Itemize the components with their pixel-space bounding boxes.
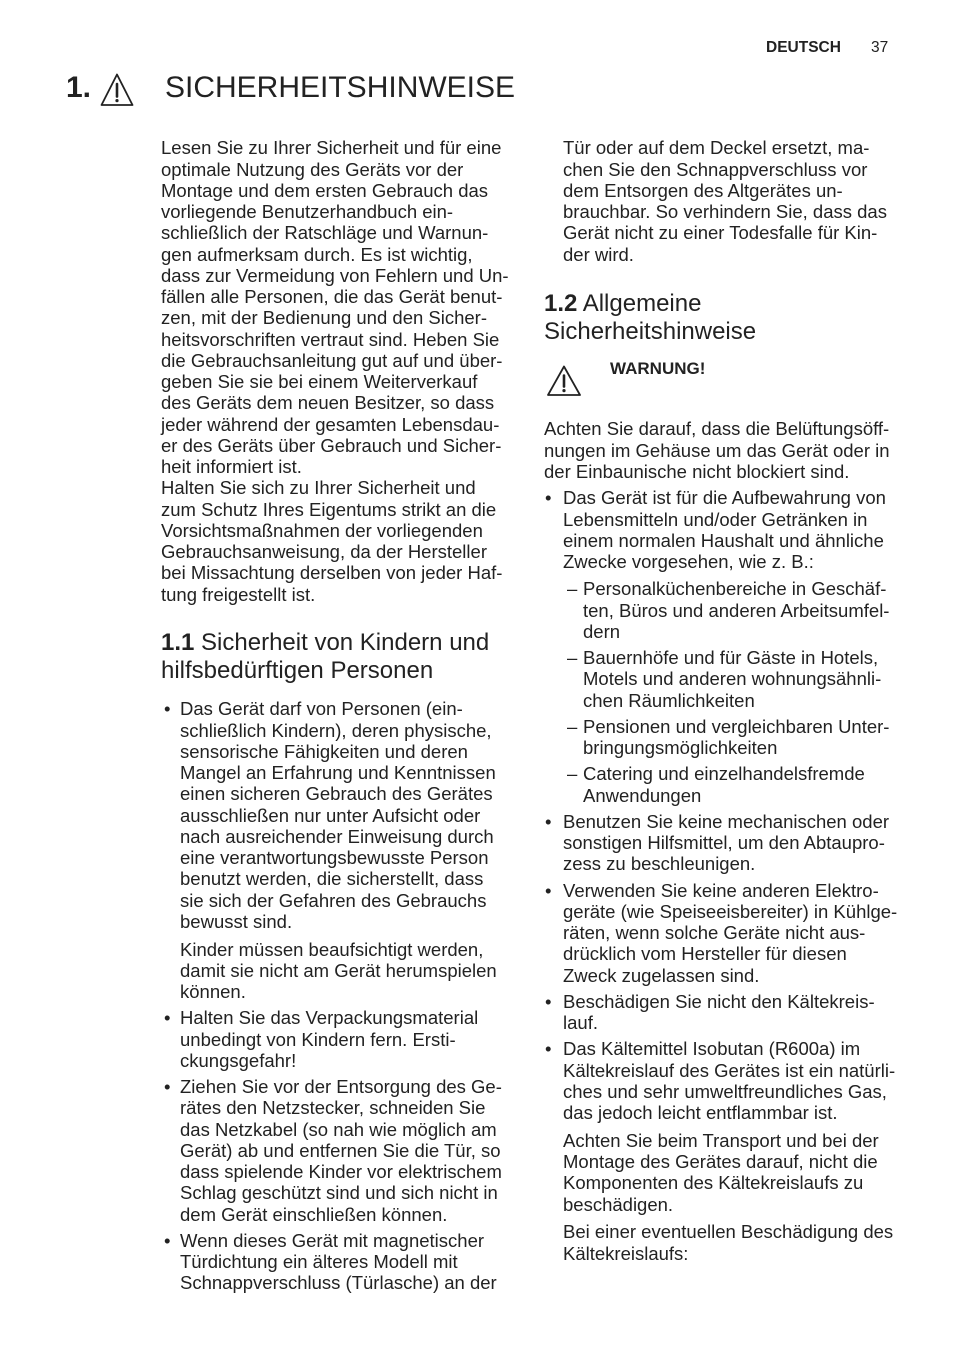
text-line: Das Gerät darf von Personen (ein-	[180, 698, 463, 720]
text-line: Schnappverschluss (Türlasche) an der	[180, 1272, 497, 1294]
text-line: gen aufmerksam durch. Es ist wichtig,	[161, 243, 473, 265]
sub-list-item	[563, 716, 924, 759]
list-item	[544, 1038, 924, 1264]
text-line: dern	[583, 620, 621, 642]
text-line: Zweck zugelassen sind.	[563, 964, 760, 986]
section-title-line: Allgemeine	[582, 290, 702, 318]
text-line: Tür oder auf dem Deckel ersetzt, ma-	[563, 137, 870, 159]
text-line: der Einbaunische nicht blockiert sind.	[544, 460, 850, 482]
text-line: eine verantwortungsbewusste Person	[180, 847, 489, 869]
list-item-text	[180, 698, 541, 932]
text-line: chen Räumlichkeiten	[583, 689, 755, 711]
text-line: Halten Sie sich zu Ihrer Sicherheit und	[161, 477, 476, 499]
text-line: zum Schutz Ihres Eigentums strikt an die	[161, 498, 497, 520]
text-line: heitsvorschriften vertraut sind. Heben Sie	[161, 328, 500, 350]
text-line: Achten Sie beim Transport und bei der	[563, 1129, 879, 1151]
text-line: Wenn dieses Gerät mit magnetischer	[180, 1229, 485, 1251]
text-line: Schlag geschützt sind und sich nicht in	[180, 1182, 498, 1204]
text-line: ckungsgefahr!	[180, 1049, 297, 1071]
text-line: geben Sie sie bei einem Weiterverkauf	[161, 371, 478, 393]
list-item-continuation	[563, 1221, 924, 1264]
bullet-marker: •	[545, 990, 552, 1012]
text-line: Montage und dem ersten Gebrauch das	[161, 179, 489, 201]
section-1-2-intro	[544, 418, 934, 482]
text-line: Gerät) ab und entfernen Sie die Tür, so	[180, 1139, 501, 1161]
text-line: dem Entsorgen des Altgerätes un-	[563, 179, 843, 201]
text-line: vorliegende Benutzerhandbuch ein-	[161, 201, 454, 223]
list-item-text	[180, 1076, 541, 1225]
intro-paragraph	[161, 137, 521, 477]
section-1-2-heading	[544, 290, 756, 345]
text-line: brauchbar. So verhindern Sie, dass das	[563, 201, 887, 223]
list-item-text	[563, 991, 924, 1034]
text-line: Achten Sie darauf, dass die Belüftungsöff-	[544, 418, 890, 440]
list-item	[161, 1230, 541, 1294]
text-line: Motels und anderen wohnungsähnli-	[583, 668, 882, 690]
bullet-marker: •	[545, 810, 552, 832]
list-item-continuation	[180, 939, 541, 1003]
text-line: tung freigestellt ist.	[161, 583, 316, 605]
text-line: Anwendungen	[583, 784, 702, 806]
text-line: heit informiert ist.	[161, 456, 302, 478]
list-item-text	[563, 487, 924, 572]
text-line: Türdichtung ein älteres Modell mit	[180, 1251, 458, 1273]
text-line: jeder während der gesamten Lebensdau-	[161, 413, 500, 435]
bullet-marker: •	[545, 879, 552, 901]
text-line: damit sie nicht am Gerät herumspielen	[180, 959, 497, 981]
text-line: er des Geräts über Gebrauch und Sicher-	[161, 434, 502, 456]
sub-list-item-text	[583, 578, 924, 642]
text-line: Das Kältemittel Isobutan (R600a) im	[563, 1038, 861, 1060]
intro-text	[161, 137, 521, 605]
text-line: chen Sie den Schnappverschluss vor	[563, 158, 868, 180]
text-line: geräte (wie Speiseeisbereiter) in Kühlge-	[563, 900, 898, 922]
text-line: Benutzen Sie keine mechanischen oder	[563, 810, 890, 832]
text-line: Montage des Gerätes darauf, nicht die	[563, 1151, 878, 1173]
list-item-text	[563, 880, 924, 986]
text-line: nungen im Gehäuse um das Gerät oder in	[544, 439, 890, 461]
text-line: Halten Sie das Verpackungsmaterial	[180, 1007, 479, 1029]
text-line: Das Gerät ist für die Aufbewahrung von	[563, 487, 886, 509]
text-line: Kältekreislaufs:	[563, 1242, 689, 1264]
bullet-marker: •	[545, 487, 552, 509]
text-line: Bauernhöfe und für Gäste in Hotels,	[583, 647, 879, 669]
text-line: einem normalen Haushalt und ähnliche	[563, 529, 884, 551]
text-line: sensorische Fähigkeiten und deren	[180, 740, 468, 762]
text-line: die Gebrauchsanleitung gut auf und über-	[161, 349, 503, 371]
text-line: nach ausreichender Einweisung durch	[180, 825, 494, 847]
text-line: optimale Nutzung des Geräts vor der	[161, 158, 464, 180]
text-line: Gerät nicht zu einer Todesfalle für Kin-	[563, 222, 878, 244]
sub-list-item-text	[583, 647, 924, 711]
text-line: dem Gerät einschließen können.	[180, 1203, 448, 1225]
text-line: Catering und einzelhandelsfremde	[583, 763, 865, 785]
bullet-marker: •	[545, 1038, 552, 1060]
text-line: Lebensmitteln und/oder Getränken in	[563, 508, 868, 530]
text-line: benutzt werden, die sicherstellt, dass	[180, 868, 484, 890]
text-line: ausschließen nur unter Aufsicht oder	[180, 804, 481, 826]
sub-list-item-text	[583, 763, 924, 806]
text-line: Ziehen Sie vor der Entsorgung des Ge-	[180, 1076, 502, 1098]
page-number: 37	[871, 39, 889, 56]
list-item	[544, 811, 924, 875]
text-line: zen, mit der Bedienung und den Sicher-	[161, 307, 488, 329]
text-line: schließlich Kindern), deren physische,	[180, 719, 492, 741]
text-line: Pensionen und vergleichbaren Unter-	[583, 715, 890, 737]
section-1-2-list	[544, 487, 924, 1264]
section-title-line: Sicherheit von Kindern und	[201, 629, 490, 657]
text-line: Personalküchenbereiche in Geschäf-	[583, 578, 887, 600]
sub-list-item	[563, 578, 924, 642]
chapter-number: 1.	[66, 71, 92, 104]
text-line: fällen alle Personen, die das Gerät benut-	[161, 286, 503, 308]
bullet-marker: •	[164, 1007, 171, 1029]
warning-label: WARNUNG!	[610, 359, 706, 378]
text-line: ches und sehr umweltfreundliches Gas,	[563, 1080, 887, 1102]
text-line: Kinder müssen beaufsichtigt werden,	[180, 938, 484, 960]
text-line: Zwecke vorgesehen, wie z. B.:	[563, 551, 814, 573]
bullet-marker: •	[164, 1229, 171, 1251]
list-item-continuation	[563, 1130, 924, 1215]
text-line: einen sicheren Gebrauch des Gerätes	[180, 783, 493, 805]
text-line: Beschädigen Sie nicht den Kältekreis-	[563, 990, 875, 1012]
text-line: des Geräts dem neuen Besitzer, so dass	[161, 392, 495, 414]
dash-marker: –	[567, 647, 578, 669]
language-label: DEUTSCH	[766, 39, 841, 56]
warning-triangle-icon	[546, 364, 582, 397]
text-line: das jedoch leicht entflammbar ist.	[563, 1102, 838, 1124]
intro-paragraph	[161, 477, 521, 605]
sub-list-item	[563, 763, 924, 806]
text-line: sie sich der Gefahren des Gebrauchs	[180, 889, 487, 911]
text-line: rätes den Netzstecker, schneiden Sie	[180, 1097, 486, 1119]
text-line: beschädigen.	[563, 1193, 674, 1215]
text-line: lauf.	[563, 1012, 598, 1034]
text-line: Kältekreislauf des Gerätes ist ein natürli-	[563, 1059, 896, 1081]
list-item-continued-text	[563, 137, 933, 265]
dash-marker: –	[567, 763, 578, 785]
text-line: bei Missachtung derselben von jeder Haf-	[161, 562, 503, 584]
text-line: Verwenden Sie keine anderen Elektro-	[563, 879, 879, 901]
section-title-line: hilfsbedürftigen Personen	[161, 656, 434, 684]
dash-marker: –	[567, 578, 578, 600]
text-line: drücklich vom Hersteller für diesen	[563, 943, 847, 965]
bullet-marker: •	[164, 1076, 171, 1098]
section-title-line: Sicherheitshinweise	[544, 317, 757, 345]
text-line: der wird.	[563, 243, 634, 265]
text-line: das Netzkabel (so nah wie möglich am	[180, 1118, 497, 1140]
list-item-text	[180, 1007, 541, 1071]
list-item-text	[563, 811, 924, 875]
text-line: zess zu beschleunigen.	[563, 853, 756, 875]
text-line: ten, Büros und anderen Arbeitsumfel-	[583, 599, 890, 621]
text-line: Lesen Sie zu Ihrer Sicherheit und für eine	[161, 137, 502, 159]
dash-marker: –	[567, 715, 578, 737]
list-item-text	[563, 1038, 924, 1123]
warning-triangle-icon	[100, 72, 134, 108]
page-title: SICHERHEITSHINWEISE	[165, 71, 516, 104]
text-line: Bei einer eventuellen Beschädigung des	[563, 1221, 894, 1243]
list-item	[544, 487, 924, 806]
text-line: Gebrauchsanweisung, da der Hersteller	[161, 541, 487, 563]
text-line: bewusst sind.	[180, 910, 293, 932]
text-line: sonstigen Hilfsmittel, um den Abtaupro-	[563, 832, 885, 854]
sub-list	[563, 578, 924, 806]
section-1-1-list	[161, 698, 541, 1293]
text-line: unbedingt von Kindern fern. Ersti-	[180, 1028, 456, 1050]
sub-list-item	[563, 647, 924, 711]
text-line: können.	[180, 981, 246, 1003]
section-1-1-heading	[161, 629, 489, 684]
bullet-marker: •	[164, 698, 171, 720]
list-item-text	[180, 1230, 541, 1294]
list-item	[161, 698, 541, 1002]
text-line: bringungsmöglichkeiten	[583, 737, 778, 759]
sub-list-item-text	[583, 716, 924, 759]
text-line: räten, wenn solche Geräte nicht aus-	[563, 922, 866, 944]
text-line: Komponenten des Kältekreislaufs zu	[563, 1172, 864, 1194]
text-line: schließlich der Ratschläge und Warnun-	[161, 222, 489, 244]
section-number: 1.2	[544, 290, 578, 318]
list-item	[544, 880, 924, 986]
section-number: 1.1	[161, 629, 195, 657]
text-line: Vorsichtsmaßnahmen der vorliegenden	[161, 519, 483, 541]
text-line: dass zur Vermeidung von Fehlern und Un-	[161, 264, 509, 286]
list-item	[161, 1076, 541, 1225]
list-item	[544, 991, 924, 1034]
text-line: Mangel an Erfahrung und Kenntnissen	[180, 762, 496, 784]
list-item	[161, 1007, 541, 1071]
text-line: dass spielende Kinder vor elektrischem	[180, 1161, 502, 1183]
